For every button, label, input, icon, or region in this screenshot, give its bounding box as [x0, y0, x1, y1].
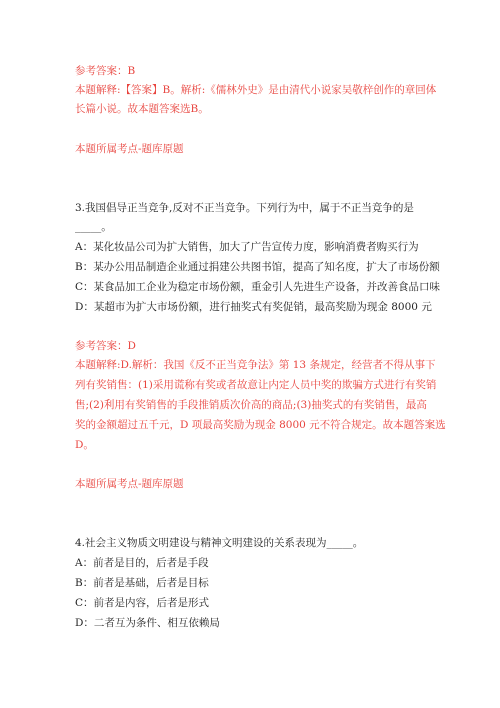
explanation-line: 本题解释:【答案】B。解析:《儒林外史》是由清代小说家吴敬梓创作的章回体 — [75, 84, 437, 96]
option-a: A：前者是目的，后者是手段 — [75, 557, 209, 569]
option-a: A：某化妆品公司为扩大销售，加大了广告宣传力度，影响消费者购买行为 — [75, 241, 419, 253]
option-c: C：前者是内容，后者是形式 — [75, 597, 210, 609]
answer-label: 参考答案：D — [75, 340, 136, 352]
question-stem: _____。 — [75, 221, 112, 233]
option-c: C：某食品加工企业为稳定市场份额，重金引人先进生产设备，并改善食品口味 — [75, 281, 441, 293]
source-label: 本题所属考点-题库原题 — [75, 478, 184, 490]
question-stem: 4.社会主义物质文明建设与精神文明建设的关系表现为_____。 — [75, 537, 364, 549]
option-d: D：二者互为条件、相互依赖局 — [75, 617, 220, 629]
answer-label: 参考答案：B — [75, 65, 136, 77]
explanation-line: 长篇小说。故本题答案选B。 — [75, 103, 209, 115]
option-d: D：某超市为扩大市场份额，进行抽奖式有奖促销，最高奖励为现金 8000 元 — [75, 301, 432, 313]
explanation-line: 列有奖销售：(1)采用谎称有奖或者故意让内定人员中奖的欺骗方式进行有奖销 — [75, 379, 437, 391]
explanation-line: 奖的金额超过五千元，D 项最高奖励为现金 8000 元不符合规定。故本题答案选 — [75, 419, 446, 431]
explanation-line: 本题解释:D.解析：我国《反不正当竞争法》第 13 条规定，经营者不得从事下 — [75, 359, 436, 371]
source-label: 本题所属考点-题库原题 — [75, 143, 184, 155]
question-stem: 3.我国倡导正当竞争,反对不正当竞争。下列行为中，属于不正当竞争的是 — [75, 202, 414, 214]
explanation-line: 售;(2)利用有奖销售的手段推销质次价高的商品;(3)抽奖式的有奖销售，最高 — [75, 399, 427, 411]
option-b: B：某办公用品制造企业通过捐建公共图书馆，提高了知名度，扩大了市场份额 — [75, 261, 440, 273]
explanation-line: D。 — [75, 439, 94, 451]
option-b: B：前者是基础，后者是目标 — [75, 577, 209, 589]
